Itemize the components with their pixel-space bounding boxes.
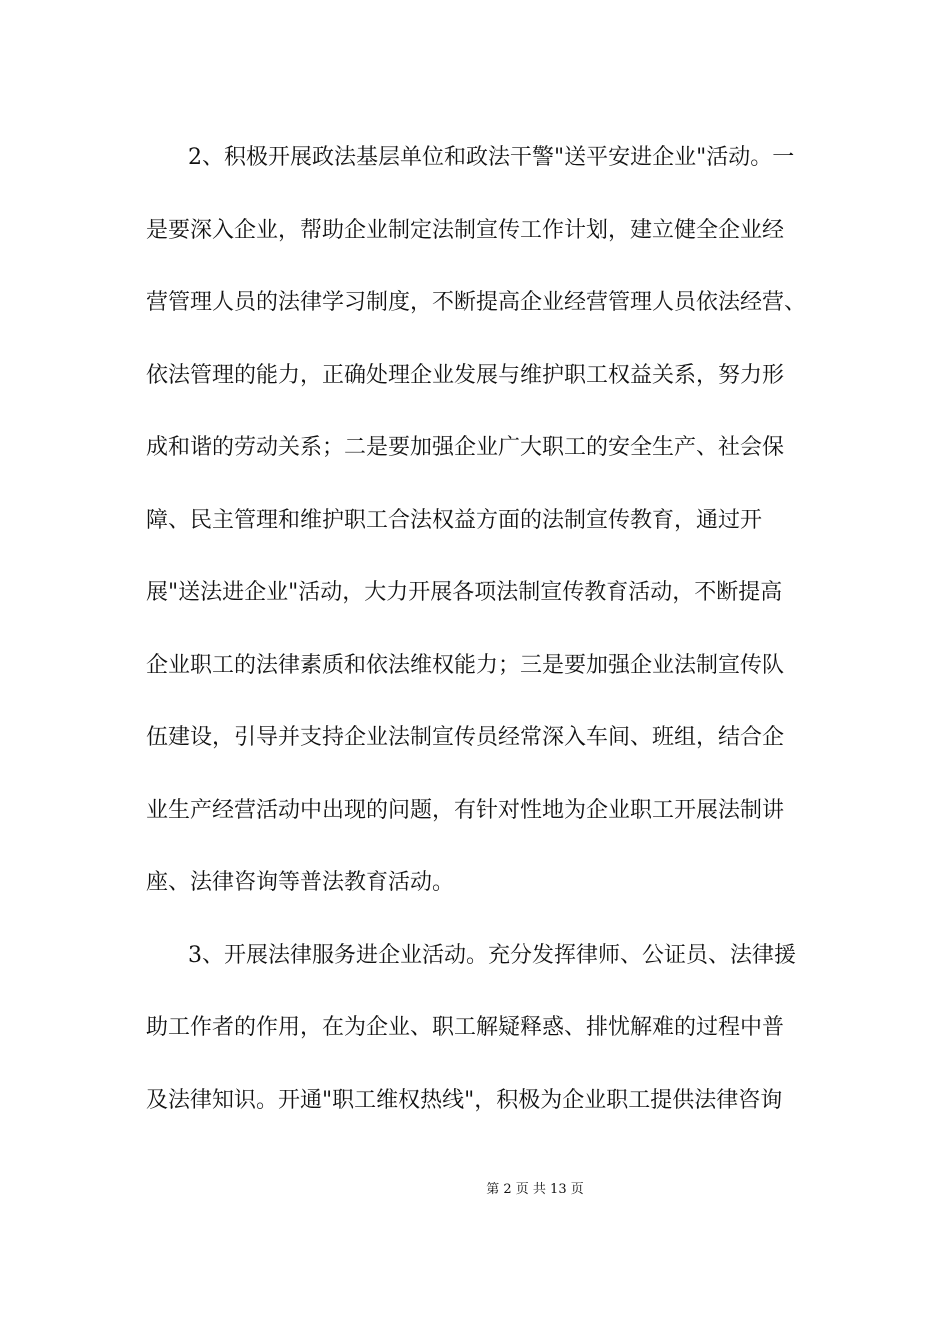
document-body [146,132,826,1147]
paragraph-2-line-10: 业生产经营活动中出现的问题，有针对性地为企业职工开展法制讲 [146,797,785,823]
paragraph-3-line-3: 及法律知识。开通"职工维权热线"，积极为企业职工提供法律咨询 [146,1087,783,1113]
paragraph-2-line-11: 座、法律咨询等普法教育活动。 [146,870,455,895]
paragraph-2-line-2: 是要深入企业，帮助企业制定法制宣传工作计划，建立健全企业经 [146,217,785,243]
paragraph-2-line-9: 伍建设，引导并支持企业法制宣传员经常深入车间、班组，结合企 [146,725,785,750]
paragraph-2-line-4: 依法管理的能力，正确处理企业发展与维护职工权益关系，努力形 [146,362,785,388]
paragraph-3-line-2: 助工作者的作用，在为企业、职工解疑释惑、排忧解难的过程中普 [146,1015,785,1040]
paragraph-2-line-7: 展"送法进企业"活动，大力开展各项法制宣传教育活动，不断提高 [146,580,783,605]
paragraph-2-line-6: 障、民主管理和维护职工合法权益方面的法制宣传教育，通过开 [146,507,763,533]
paragraph-3-line-1: 3、开展法律服务进企业活动。充分发挥律师、公证员、法律援 [188,942,796,968]
paragraph-2-line-3: 营管理人员的法律学习制度，不断提高企业经营管理人员依法经营、 [146,290,807,315]
paragraph-2-line-8: 企业职工的法律素质和依法维权能力；三是要加强企业法制宣传队 [146,652,785,678]
paragraph-2-line-5: 成和谐的劳动关系；二是要加强企业广大职工的安全生产、社会保 [146,435,785,460]
paragraph-2-line-1: 2、积极开展政法基层单位和政法干警"送平安进企业"活动。一 [188,145,795,170]
page-number-footer: 第 2 页 共 13 页 [486,1182,584,1197]
